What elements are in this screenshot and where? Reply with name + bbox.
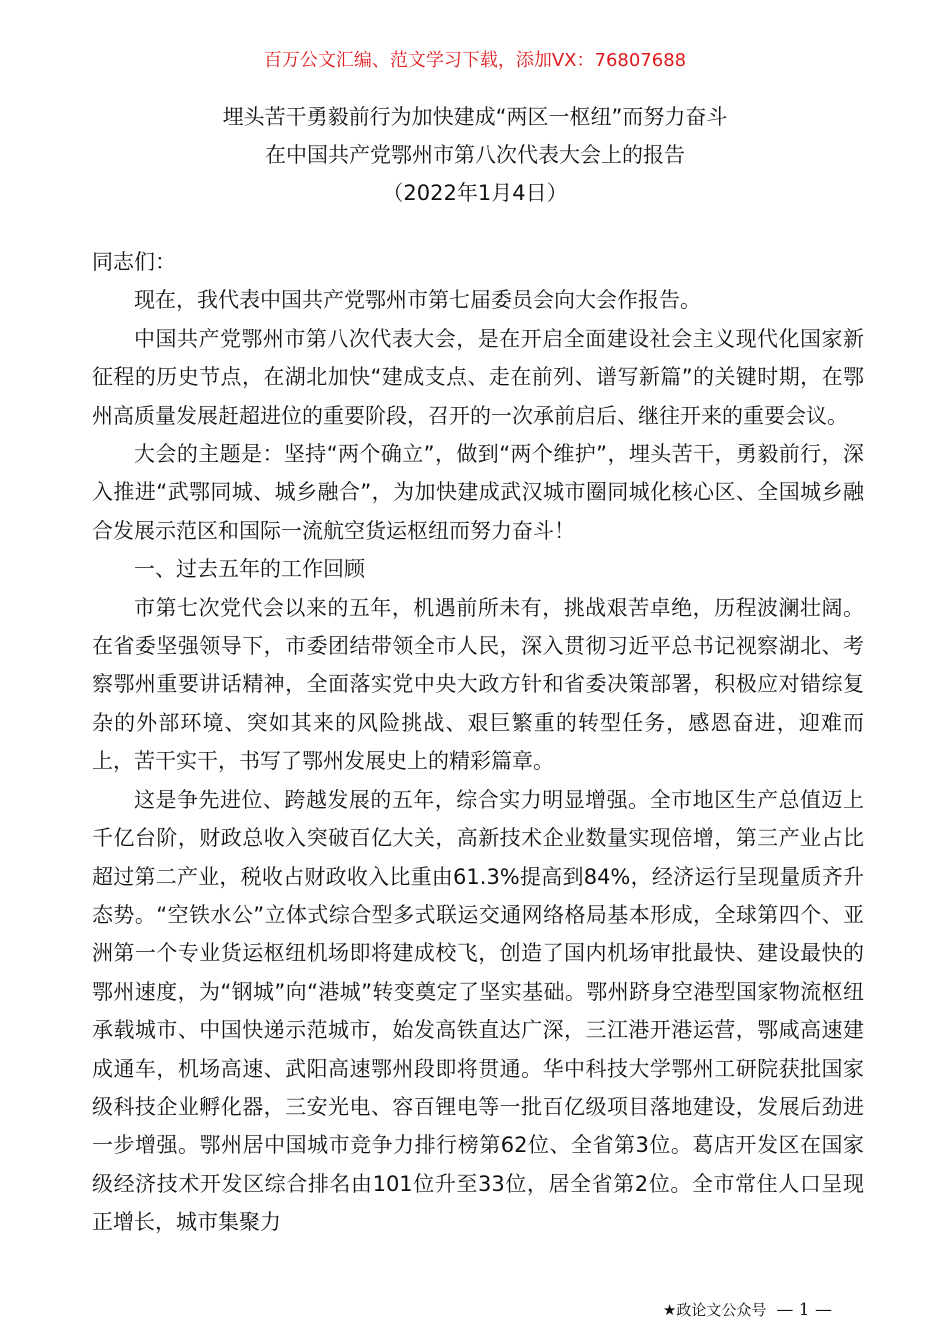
paragraph: 这是争先进位、跨越发展的五年，综合实力明显增强。全市地区生产总值迈上千亿台阶，财政总收入突破百亿大关，高新技术企业数量实现倍增，第三产业占比超过第二产业，税收占财政收入比重由61.3%提高到84%，经济运行呈现量质齐升态势。“空铁水公”立体式综合型多式联运交通网络格局基本形成，全球第四个、亚洲第一个专业货运枢纽机场即将建成校飞，创造了国内机场审批最快、建设最快的鄂州速度，为“钢城”向“港城”转变奠定了坚实基础。鄂州跻身空港型国家物流枢纽承载城市、中国快递示范城市，始发高铁直达广深，三江港开港运营，鄂咸高速建成通车，机场高速、武阳高速鄂州段即将贯通。华中科技大学鄂州工研院获批国家级科技企业孵化器，三安光电、容百锂电等一批百亿级项目落地建设，发展后劲进一步增强。鄂州居中国城市竞争力排行榜第62位、全省第3位。葛店开发区在国家级经济技术开发区综合排名由101位升至33位，居全省第2位。全市常住人口呈现正增长，城市集聚力 <box>92 787 864 1235</box>
report-title-block <box>0 98 950 212</box>
page-footer <box>663 1299 832 1320</box>
page-number: — 1 — <box>776 1299 832 1320</box>
section-heading: 一、过去五年的工作回顾 <box>134 557 365 582</box>
report-date: （2022年1月4日） <box>382 181 568 205</box>
footer-source: ★政论文公众号 <box>662 1301 767 1319</box>
salutation: 同志们： <box>92 250 176 274</box>
paragraph: 大会的主题是：坚持“两个确立”，做到“两个维护”，埋头苦干，勇毅前行，深入推进“武鄂同城、城乡融合”，为加快建成武汉城市圈同城化核心区、全国城乡融合发展示范区和国际一流航空货运枢纽而努力奋斗！ <box>92 442 864 543</box>
report-subtitle: 在中国共产党鄂州市第八次代表大会上的报告 <box>265 143 685 167</box>
paragraph: 中国共产党鄂州市第八次代表大会，是在开启全面建设社会主义现代化国家新征程的历史节点，在湖北加快“建成支点、走在前列、谱写新篇”的关键时期，在鄂州高质量发展赶超进位的重要阶段，召开的一次承前启后、继往开来的重要会议。 <box>92 326 864 428</box>
paragraph: 现在，我代表中国共产党鄂州市第七届委员会向大会作报告。 <box>134 288 701 313</box>
paragraph: 市第七次党代会以来的五年，机遇前所未有，挑战艰苦卓绝，历程波澜壮阔。在省委坚强领导下，市委团结带领全市人民，深入贯彻习近平总书记视察湖北、考察鄂州重要讲话精神，全面落实党中央大政方针和省委决策部署，积极应对错综复杂的外部环境、突如其来的风险挑战、艰巨繁重的转型任务，感恩奋进，迎难而上，苦干实干，书写了鄂州发展史上的精彩篇章。 <box>92 595 864 774</box>
promo-banner: 百万公文汇编、范文学习下载，添加VX：76807688 <box>263 50 687 71</box>
report-body <box>92 243 864 1242</box>
report-title: 埋头苦干勇毅前行为加快建成“两区一枢纽”而努力奋斗 <box>222 105 728 129</box>
